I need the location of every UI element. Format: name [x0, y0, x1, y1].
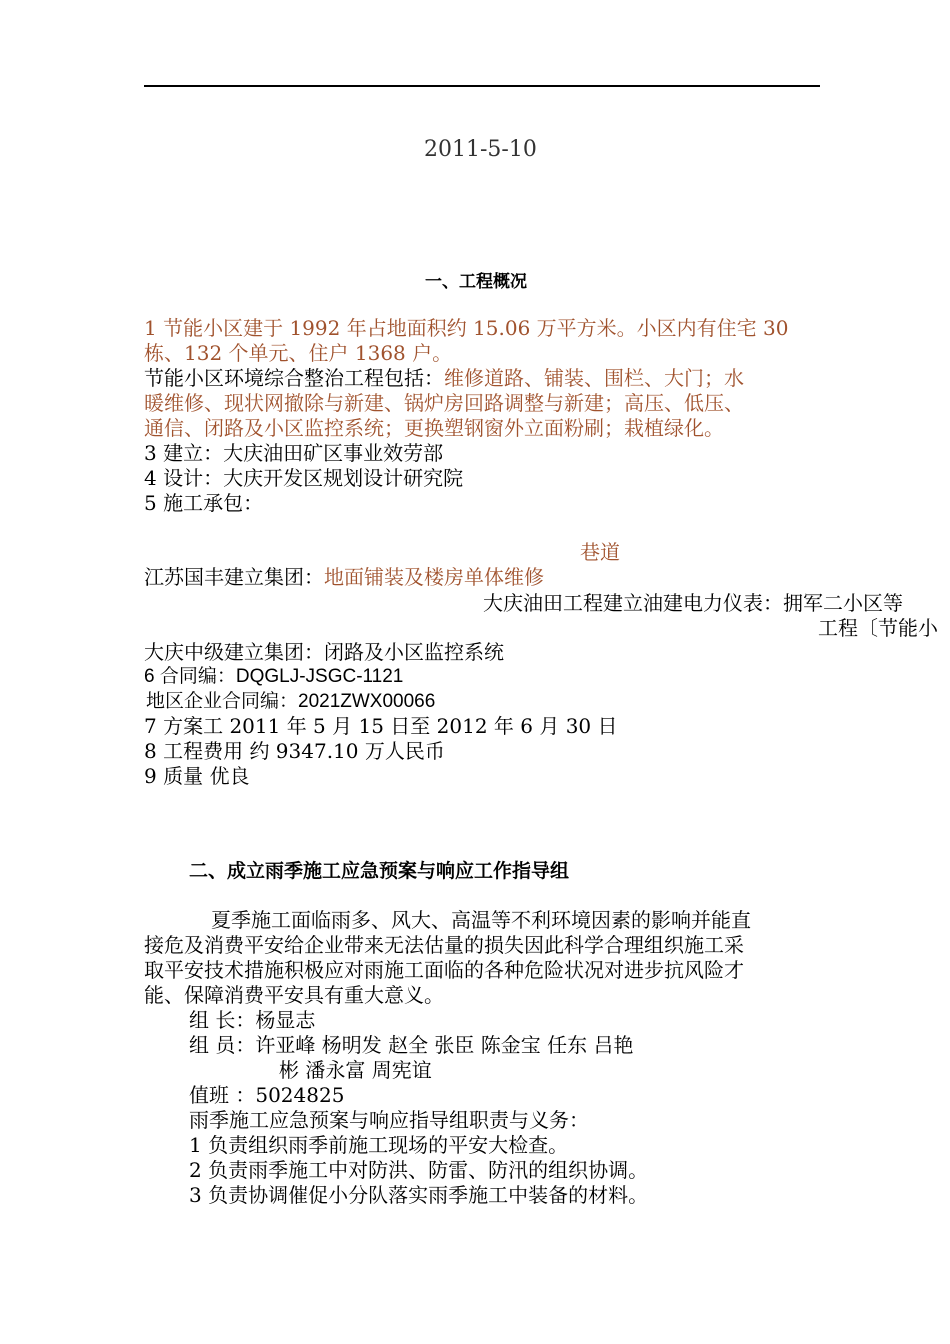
duty-item-1: 1 负责组织雨季前施工现场的平安大检查。: [189, 1133, 569, 1157]
regional-contract-number: 地区企业合同编：2021ZWX00066: [146, 691, 436, 712]
scope-line-2: 暖维修、现状网撤除与新建、锅炉房回路调整与新建；高压、低压、: [144, 391, 744, 415]
cost-line: 8 工程费用 约 9347.10 万人民币: [144, 739, 445, 763]
scope-line-3: 通信、闭路及小区监控系统；更换塑钢窗外立面粉刷；栽植绿化。: [144, 416, 724, 440]
contractor-3: 大庆中级建立集团：闭路及小区监控系统: [144, 640, 504, 664]
quality-line: 9 质量 优良: [144, 764, 250, 788]
intro-line-4: 能、保障消费平安具有重大意义。: [144, 983, 444, 1007]
designer-line: 4 设计：大庆开发区规划设计研究院: [144, 466, 464, 490]
builder-line: 3 建立：大庆油田矿区事业效劳部: [144, 441, 444, 465]
members-line-2: 彬 潘永富 周宪谊: [279, 1058, 432, 1082]
intro-line-3: 取平安技术措施积极应对雨施工面临的各种危险状况对进步抗风险才: [144, 958, 744, 982]
scope-items-1: 维修道路、铺装、围栏、大门；水: [444, 366, 744, 390]
intro-line-1: 夏季施工面临雨多、风大、高温等不利环境因素的影响并能直: [211, 908, 751, 932]
document-date: 2011-5-10: [424, 137, 537, 162]
leader-line: 组 长：杨显志: [189, 1008, 316, 1032]
scope-label: 节能小区环境综合整治工程包括：: [144, 366, 444, 390]
intro-line-2: 接危及消费平安给企业带来无法估量的损失因此科学合理组织施工采: [144, 933, 744, 957]
header-rule: [144, 85, 820, 87]
scope-line-1: [144, 366, 744, 390]
duty-item-2: 2 负责雨季施工中对防洪、防雷、防汛的组织协调。: [189, 1158, 649, 1182]
section2-heading: 二、成立雨季施工应急预案与响应工作指导组: [189, 861, 570, 882]
members-line-1: 组 员：许亚峰 杨明发 赵全 张臣 陈金宝 任东 吕艳: [189, 1033, 634, 1057]
overview-line-2: 栋、132 个单元、住户 1368 户。: [144, 341, 453, 365]
contractor-1-name: 江苏国丰建立集团：: [144, 565, 324, 589]
schedule-line: 7 方案工 2011 年 5 月 15 日至 2012 年 6 月 30 日: [144, 714, 618, 738]
alley-label: 巷道: [580, 540, 620, 564]
duties-title: 雨季施工应急预案与响应指导组职责与义务：: [189, 1108, 589, 1132]
contractor-1: [144, 565, 544, 589]
contractor-2-cont: 工程〔节能小: [818, 616, 938, 640]
duty-item-3: 3 负责协调催促小分队落实雨季施工中装备的材料。: [189, 1183, 649, 1207]
contractor-2: 大庆油田工程建立油建电力仪表：拥军二小区等: [483, 591, 903, 615]
contractor-1-scope: 地面铺装及楼房单体维修: [324, 565, 544, 589]
section1-heading: 一、工程概况: [425, 272, 527, 291]
contractor-label: 5 施工承包：: [144, 491, 264, 515]
overview-line-1: 1 节能小区建于 1992 年占地面积约 15.06 万平方米。小区内有住宅 30: [144, 316, 789, 340]
contract-number: 6 合同编：DQGLJ-JSGC-1121: [144, 666, 404, 687]
duty-phone: 值班 ：5024825: [189, 1083, 345, 1107]
